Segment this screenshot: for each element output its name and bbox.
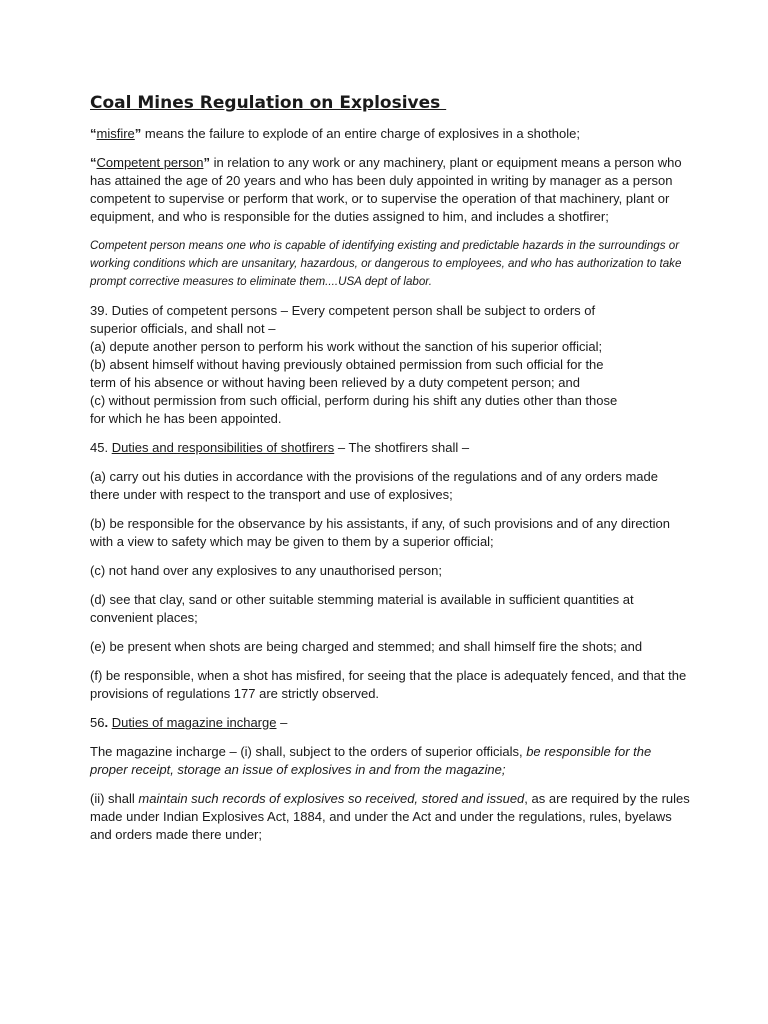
misfire-text: means the failure to explode of an entire charge of explosives in a shothole; bbox=[141, 126, 580, 141]
section-56-item-ii-rest: , as are required by the rules made under Indian Explosives Act, 1884, and under the Act and under the regulations, rules, byelaws and orders made there under; bbox=[90, 791, 690, 842]
document-page bbox=[90, 92, 690, 855]
competent-person-note: Competent person means one who is capable of identifying existing and predictable hazards in the surroundings or working conditions which are unsanitary, hazardous, or dangerous to employees, and who has authorization to take prompt corrective measures to eliminate them....USA dept of labor. bbox=[90, 239, 682, 288]
section-39 bbox=[90, 302, 690, 428]
section-45-heading bbox=[90, 439, 690, 457]
section-56-item-ii bbox=[90, 790, 690, 844]
section-39-intro-line2: superior officials, and shall not – bbox=[90, 321, 276, 336]
quote-close: ” bbox=[203, 155, 210, 170]
section-39-item-a: (a) depute another person to perform his work without the sanction of his superior official; bbox=[90, 339, 603, 354]
competent-person-term: Competent person bbox=[96, 155, 204, 170]
quote-open: “ bbox=[90, 155, 97, 170]
section-56-heading bbox=[90, 714, 690, 732]
section-45-item-c: (c) not hand over any explosives to any unauthorised person; bbox=[90, 563, 442, 578]
quote-open: “ bbox=[90, 126, 97, 141]
section-56-item-i bbox=[90, 743, 690, 779]
section-56-title: Duties of magazine incharge bbox=[111, 715, 277, 730]
section-56-rest: – bbox=[276, 715, 288, 730]
section-39-item-c-line1: (c) without permission from such official, perform during his shift any duties other than those bbox=[90, 393, 618, 408]
section-39-item-b-line2: term of his absence or without having been relieved by a duty competent person; and bbox=[90, 375, 580, 390]
section-45-item-f: (f) be responsible, when a shot has misfired, for seeing that the place is adequately fenced, and that the provisions of regulations 177 are strictly observed. bbox=[90, 668, 687, 701]
competent-person-text: in relation to any work or any machinery, plant or equipment means a person who has attained the age of 20 years and who has been duly appointed in writing by manager as a person competent to supervise or perform that work, or to supervise the operation of that machinery, plant or equipment, and who is responsible for the duties assigned to him, and includes a shotfirer; bbox=[90, 155, 682, 224]
section-45-item-e: (e) be present when shots are being charged and stemmed; and shall himself fire the shots; and bbox=[90, 639, 643, 654]
section-56-number: 56 bbox=[90, 715, 105, 730]
section-45-title: Duties and responsibilities of shotfirers bbox=[111, 440, 335, 455]
section-45-item-d: (d) see that clay, sand or other suitable stemming material is available in sufficient quantities at convenient places; bbox=[90, 592, 634, 625]
section-45-item-a: (a) carry out his duties in accordance with the provisions of the regulations and of any orders made there under with respect to the transport and use of explosives; bbox=[90, 469, 658, 502]
section-45-item-b: (b) be responsible for the observance by his assistants, if any, of such provisions and of any direction with a view to safety which may be given to them by a superior official; bbox=[90, 516, 671, 549]
section-39-item-b-line1: (b) absent himself without having previously obtained permission from such official for the bbox=[90, 357, 604, 372]
misfire-term: misfire bbox=[96, 126, 135, 141]
section-45-rest: – The shotfirers shall – bbox=[334, 440, 470, 455]
section-39-item-c-line2: for which he has been appointed. bbox=[90, 411, 282, 426]
section-56-item-ii-italic: maintain such records of explosives so received, stored and issued bbox=[138, 791, 525, 806]
section-39-intro-line1: 39. Duties of competent persons – Every competent person shall be subject to orders of bbox=[90, 303, 596, 318]
section-56-item-ii-plain: (ii) shall bbox=[90, 791, 139, 806]
section-56-item-i-plain: The magazine incharge – (i) shall, subject to the orders of superior officials, bbox=[90, 744, 527, 759]
section-56-item-i-italic: be responsible for the proper receipt, storage an issue of explosives in and from the magazine; bbox=[90, 744, 652, 777]
competent-person-definition bbox=[90, 154, 690, 226]
section-45-number: 45. bbox=[90, 440, 112, 455]
misfire-definition bbox=[90, 125, 690, 143]
quote-close: ” bbox=[134, 126, 142, 141]
page-title: Coal Mines Regulation on Explosives bbox=[90, 93, 447, 113]
section-56-dot: . bbox=[104, 715, 112, 730]
